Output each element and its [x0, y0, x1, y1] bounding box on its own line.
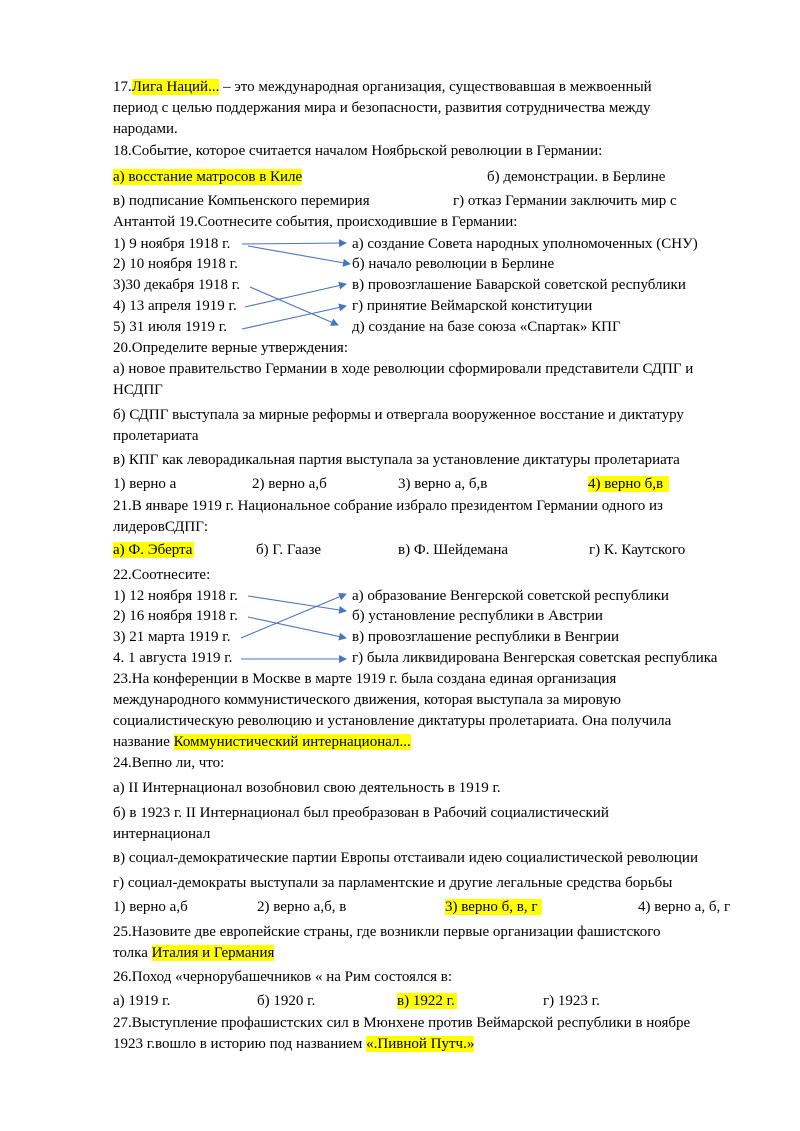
q20-a-line2: НСДПГ [113, 382, 163, 398]
q20-b-line1: б) СДПГ выступала за мирные реформы и отвергала вооруженное восстание и диктатуру [113, 407, 684, 423]
q22-right-a: а) образование Венгерской советской республики [352, 588, 669, 604]
q22-arrow-2-v [248, 617, 346, 638]
q20-option-2: 2) верно а,б [252, 476, 327, 492]
q20-option-1: 1) верно а [113, 476, 177, 492]
q20-option-4: 4) верно б,в [588, 474, 669, 494]
q19-right-c: в) провозглашение Баварской советской республики [352, 277, 686, 293]
q19-left-5: 5) 31 июля 1919 г. [113, 319, 227, 335]
q22-left-2: 2) 16 ноября 1918 г. [113, 608, 238, 624]
q22-arrow-3-a [241, 594, 346, 638]
q26-option-d: г) 1923 г. [543, 993, 600, 1009]
q23-line3: социалистическую революцию и установление диктатуры пролетариата. Она получила [113, 713, 672, 729]
q24-option-3: 3) верно б, в, г [445, 897, 542, 917]
q23-line1: 23.На конференции в Москве в марте 1919 г. была создана единая организация [113, 671, 617, 687]
q19-arrow-1-a [242, 243, 346, 244]
q18-option-b: б) демонстрации. в Берлине [487, 169, 666, 185]
q19-arrow-2-b [248, 246, 350, 264]
q19-question-line: Антантой 19.Соотнесите события, происходившие в Германии: [113, 214, 518, 230]
q23-answer: Коммунистический интернационал... [173, 734, 411, 750]
q23-line2: международного коммунистического движения, которая выступала за мировую [113, 692, 621, 708]
q22-question: 22.Соотнесите: [113, 567, 211, 583]
q24-b-line1: б) в 1923 г. II Интернационал был преобразован в Рабочий социалистический [113, 805, 609, 821]
q24-option-4: 4) верно а, б, г [638, 899, 731, 915]
q20-b-line2: пролетариата [113, 428, 199, 444]
q24-d: г) социал-демократы выступали за парламентские и другие легальные средства борьбы [113, 875, 673, 891]
q21-option-a: а) Ф. Эберта [113, 542, 193, 558]
q20-c: в) КПГ как леворадикальная партия выступала за установление диктатуры пролетариата [113, 452, 680, 468]
q21-option-c: в) Ф. Шейдемана [398, 542, 509, 558]
q19-left-4: 4) 13 апреля 1919 г. [113, 298, 237, 314]
q21-line1: 21.В январе 1919 г. Национальное собрание избрало президентом Германии одного из [113, 498, 663, 514]
q19-right-b: б) начало революции в Берлине [352, 256, 555, 272]
q21-option-b: б) Г. Гаазе [256, 542, 322, 558]
q18-option-c: в) подписание Компьенского перемирия [113, 193, 370, 209]
q26-question: 26.Поход «чернорубашечников « на Рим состоялся в: [113, 969, 453, 985]
q21-line2: лидеровСДПГ: [113, 519, 209, 535]
q24-c: в) социал-демократические партии Европы отстаивали идею социалистической революции [113, 850, 698, 866]
q26-option-b: б) 1920 г. [257, 993, 316, 1009]
q27-line2: 1923 г.вошло в историю под названием «.Пивной Путч.» [113, 1036, 475, 1052]
q19-arrow-3-d [250, 287, 338, 325]
q22-right-c: в) провозглашение республики в Венгрии [352, 629, 620, 645]
q21-option-d: г) К. Каутского [589, 542, 686, 558]
q17-line1: 17.Лига Наций... – это международная организация, существовавшая в межвоенный [113, 79, 652, 95]
q22-left-4: 4. 1 августа 1919 г. [113, 650, 233, 666]
q25-answer: Италия и Германия [151, 945, 275, 961]
q18-option-d: г) отказ Германии заключить мир с [453, 193, 677, 209]
q25-line2: толка Италия и Германия [113, 945, 275, 961]
q19-left-2: 2) 10 ноября 1918 г. [113, 256, 238, 272]
q25-line1: 25.Назовите две европейские страны, где возникли первые организации фашистского [113, 924, 661, 940]
q22-right-d: г) была ликвидирована Венгерская советская республика [352, 650, 718, 666]
q19-right-e: д) создание на базе союза «Спартак» КПГ [352, 319, 621, 335]
q19-left-3: 3)30 декабря 1918 г. [113, 277, 240, 293]
q27-answer: «.Пивной Путч.» [366, 1036, 475, 1052]
q24-question: 24.Вепно ли, что: [113, 755, 225, 771]
q27-line1: 27.Выступление профашистских сил в Мюнхене против Веймарской республики в ноябре [113, 1015, 691, 1031]
q24-a: а) II Интернационал возобновил свою деятельность в 1919 г. [113, 780, 501, 796]
q22-right-b: б) установление республики в Австрии [352, 608, 603, 624]
q19-arrow-4-c [245, 284, 346, 307]
q18-option-a: а) восстание матросов в Киле [113, 169, 303, 185]
q19-arrow-5-g [242, 306, 346, 329]
q18-question: 18.Событие, которое считается началом Ноябрьской революции в Германии: [113, 143, 603, 159]
q24-option-1: 1) верно а,б [113, 899, 188, 915]
q20-option-3: 3) верно а, б,в [398, 476, 488, 492]
q22-arrow-1-b [248, 596, 346, 611]
q26-option-a: а) 1919 г. [113, 993, 171, 1009]
q19-right-d: г) принятие Веймарской конституции [352, 298, 593, 314]
q17-answer: Лига Наций... [131, 79, 220, 95]
q17-line3: народами. [113, 121, 178, 137]
q22-left-1: 1) 12 ноября 1918 г. [113, 588, 238, 604]
q20-question: 20.Определите верные утверждения: [113, 340, 348, 356]
q20-a-line1: а) новое правительство Германии в ходе революции сформировали представители СДПГ и [113, 361, 694, 377]
q24-option-2: 2) верно а,б, в [257, 899, 347, 915]
q19-left-1: 1) 9 ноября 1918 г. [113, 236, 231, 252]
q17-line2: период с целью поддержания мира и безопасности, развития сотрудничества между [113, 100, 651, 116]
q26-option-c: в) 1922 г. [397, 993, 455, 1009]
q23-line4: название Коммунистический интернационал... [113, 734, 411, 750]
q22-left-3: 3) 21 марта 1919 г. [113, 629, 231, 645]
q19-right-a: а) создание Совета народных уполномоченных (СНУ) [352, 236, 698, 252]
q24-b-line2: интернационал [113, 826, 211, 842]
